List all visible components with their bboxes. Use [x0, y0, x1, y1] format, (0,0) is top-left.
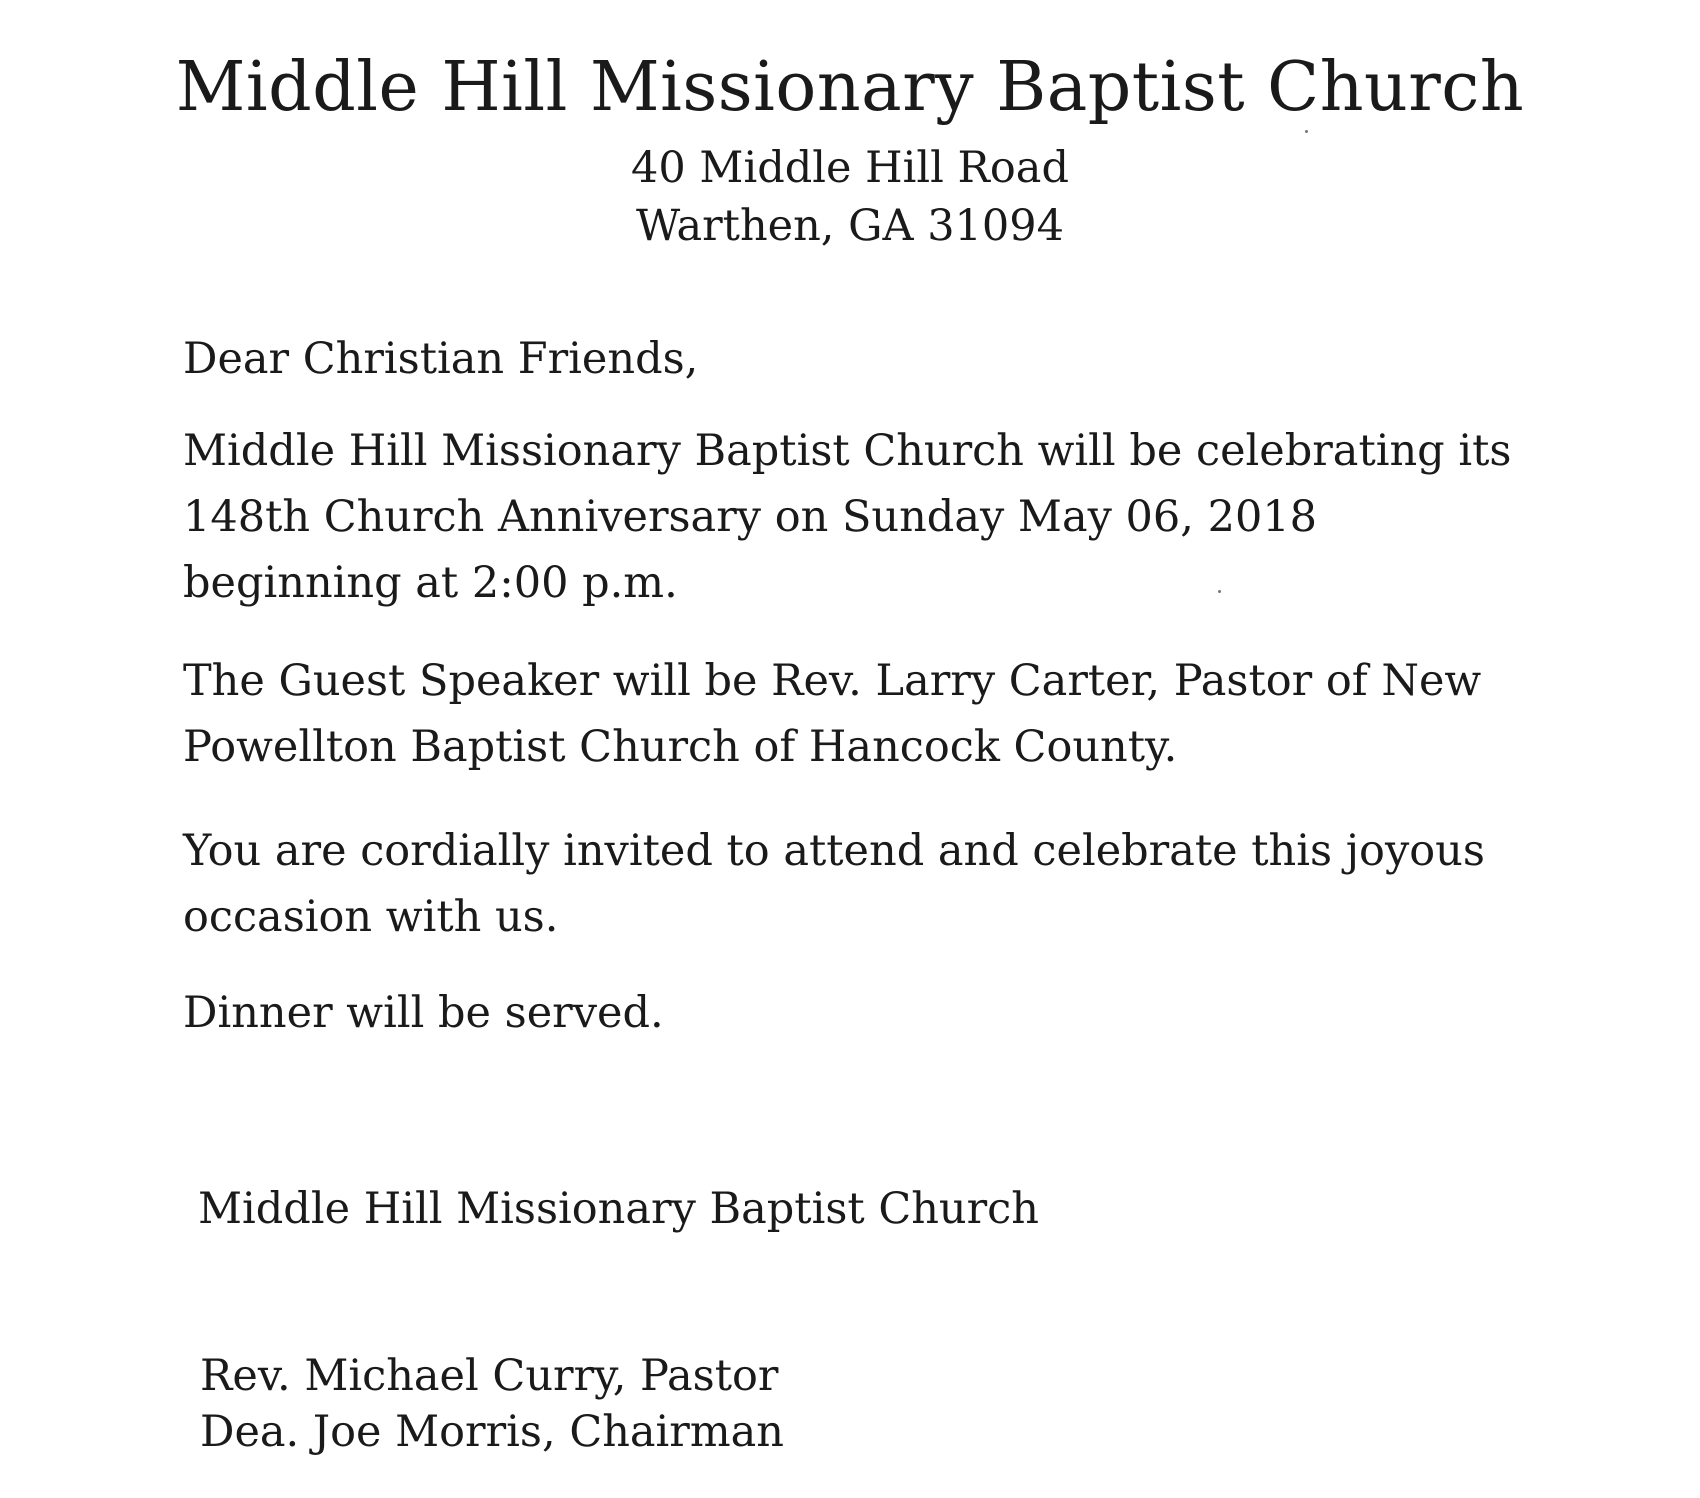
- scan-speck: [1305, 130, 1308, 133]
- address-line-1: 40 Middle Hill Road: [631, 143, 1069, 193]
- address-line-2: Warthen, GA 31094: [636, 201, 1064, 251]
- guest-speaker-paragraph: The Guest Speaker will be Rev. Larry Carter, Pastor of New Powellton Baptist Church of Hancock County.: [183, 656, 1482, 772]
- letter-closing: Middle Hill Missionary Baptist Church: [198, 1184, 1039, 1234]
- dinner-paragraph: Dinner will be served.: [183, 988, 664, 1038]
- scan-speck: [1218, 590, 1221, 593]
- letter-greeting: Dear Christian Friends,: [183, 334, 699, 384]
- signatory-pastor: Rev. Michael Curry, Pastor: [200, 1351, 779, 1401]
- church-name-heading: Middle Hill Missionary Baptist Church: [175, 48, 1525, 127]
- invitation-paragraph: You are cordially invited to attend and celebrate this joyous occasion with us.: [183, 826, 1485, 942]
- anniversary-paragraph: Middle Hill Missionary Baptist Church will be celebrating its 148th Church Anniversary on Sunday May 06, 2018 beginning at 2:00 p.m.: [183, 426, 1512, 608]
- signatory-chairman: Dea. Joe Morris, Chairman: [200, 1407, 784, 1457]
